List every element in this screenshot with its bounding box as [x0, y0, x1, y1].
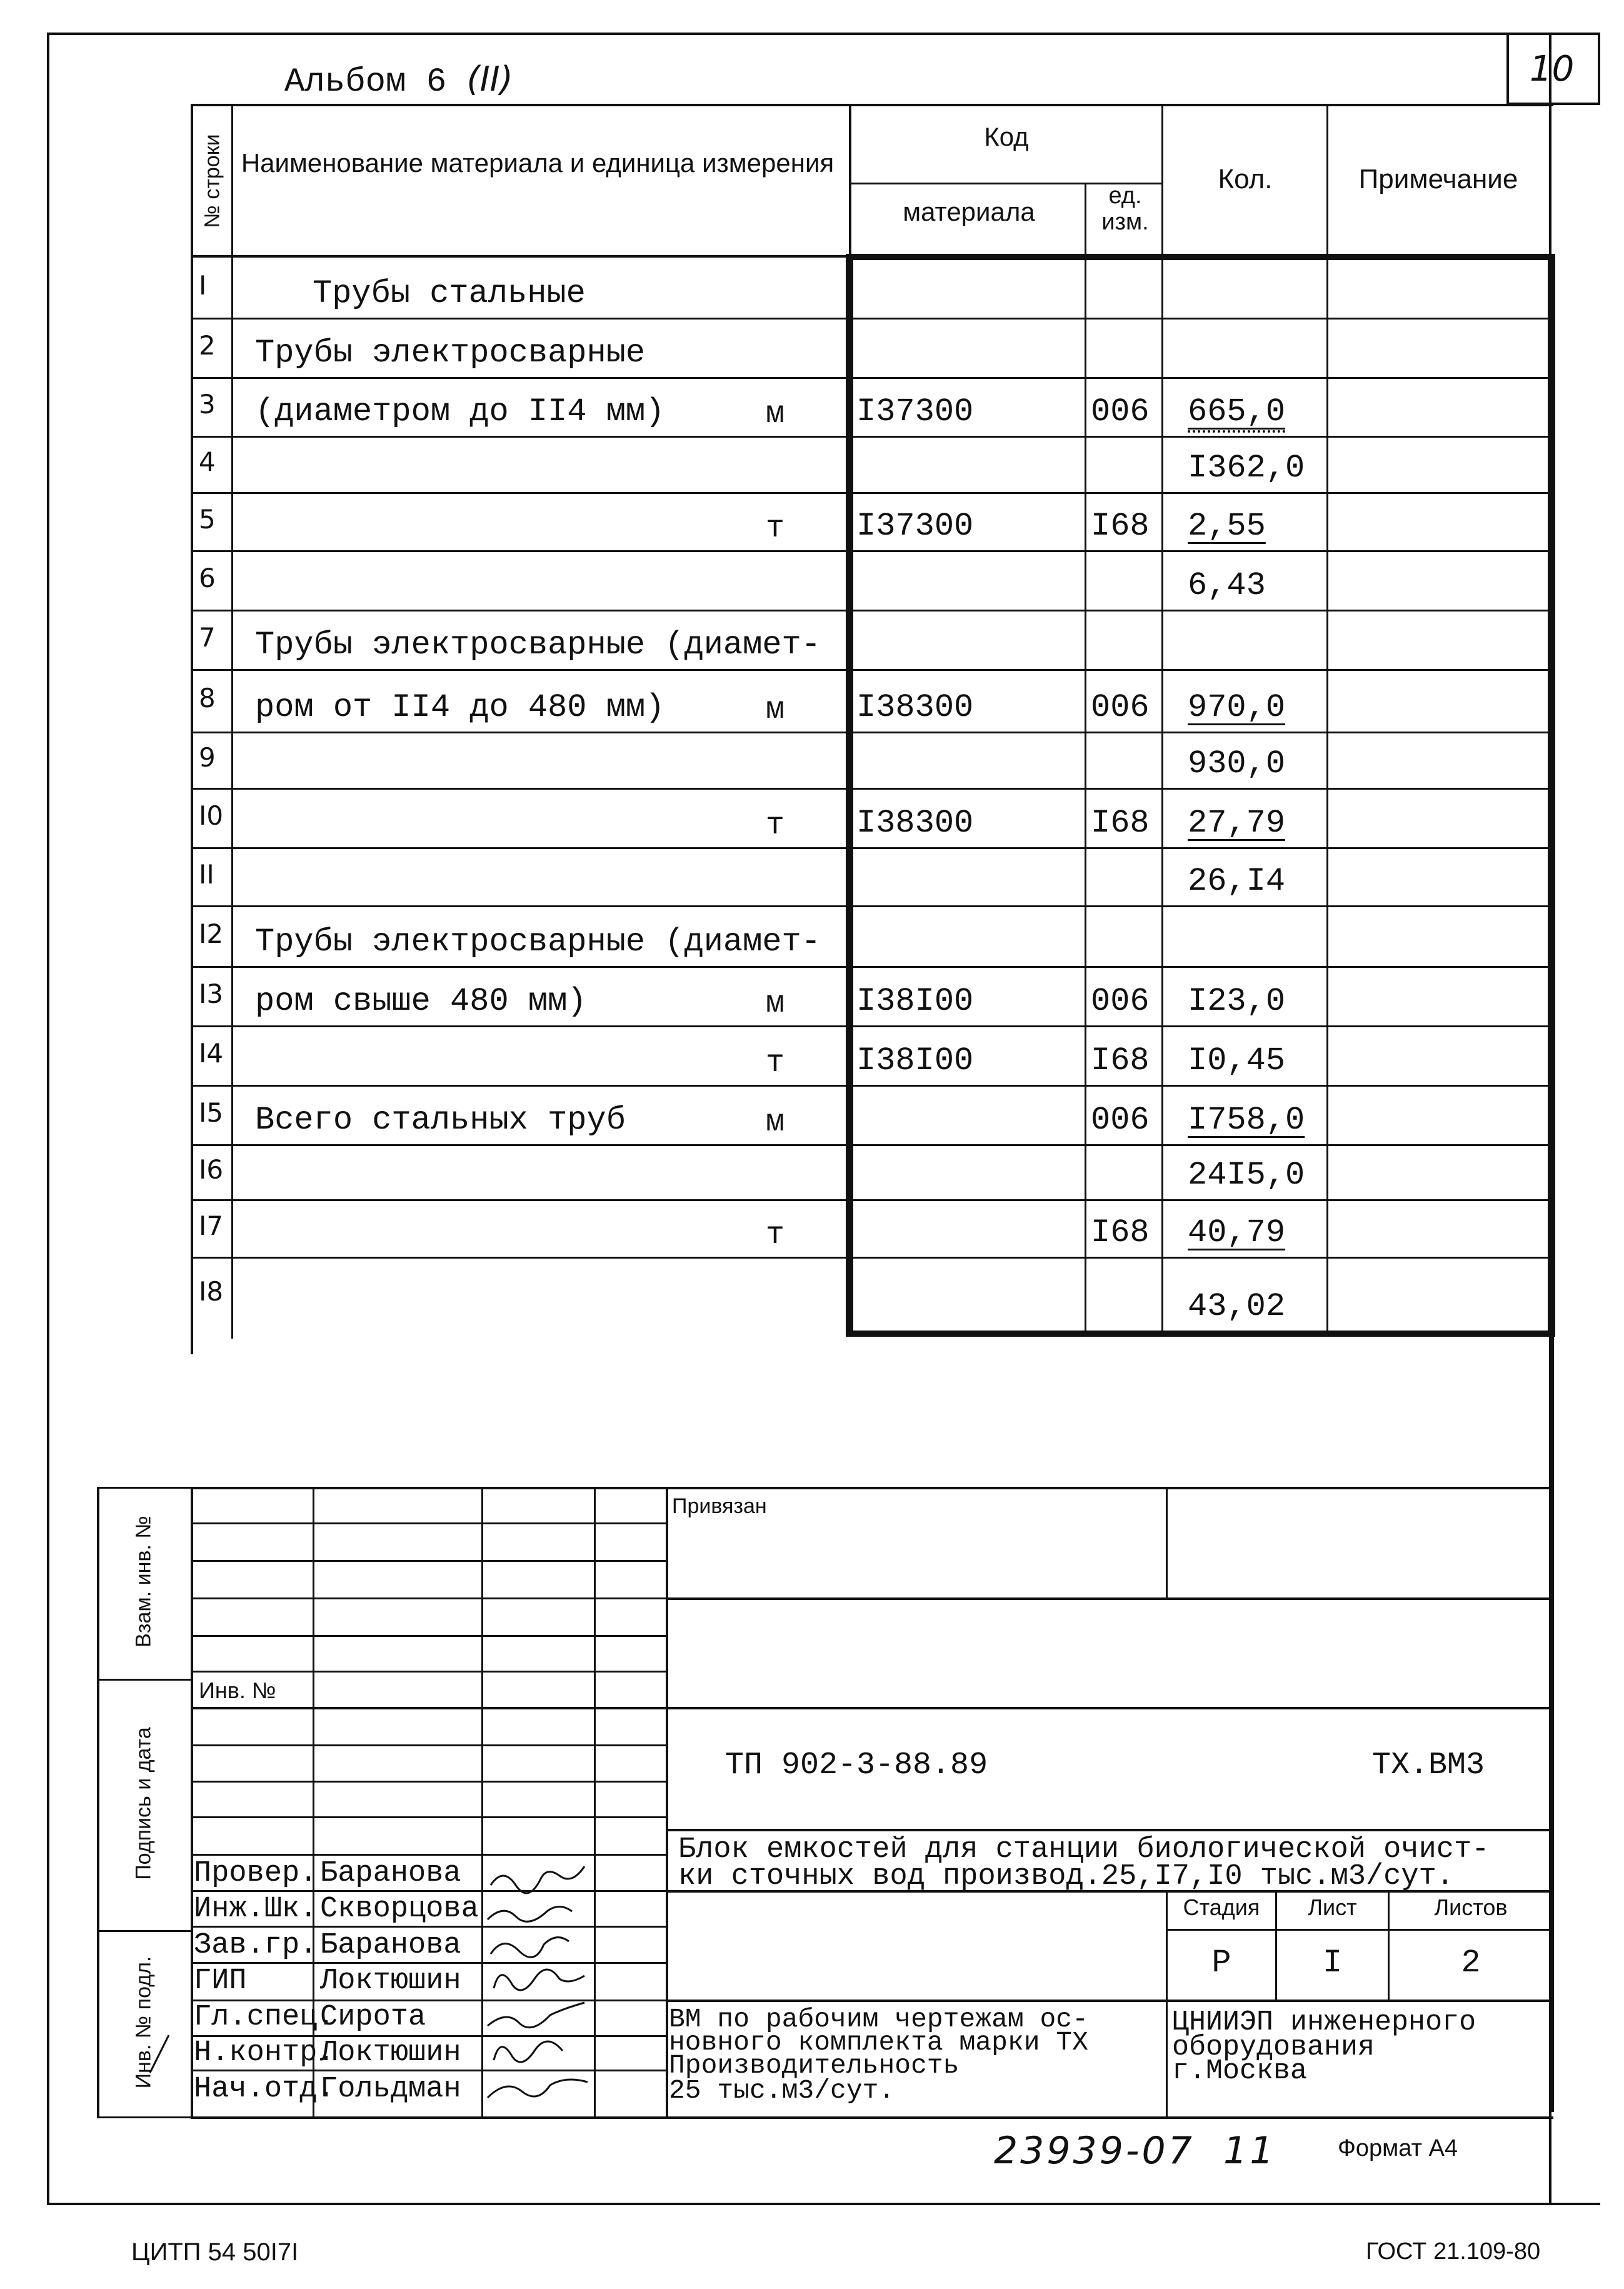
row-number: I: [199, 270, 207, 301]
row-number: I8: [199, 1276, 224, 1307]
material-code: I37300: [856, 508, 974, 545]
inv-no-label: Инв. №: [199, 1678, 276, 1703]
side-vzam-label: Взам. инв. №: [131, 1516, 156, 1648]
header-note: Примечание: [1358, 164, 1518, 194]
unit: т: [766, 1045, 785, 1081]
row-number: 4: [199, 446, 216, 477]
stamp-person-name: Скворцова: [320, 1893, 479, 1926]
stamp-role: Нач.отд.: [194, 2073, 335, 2106]
stamp-person-name: Локтюшин: [320, 1965, 461, 1998]
unit-code: 006: [1091, 393, 1150, 430]
quantity: 2,55: [1188, 508, 1266, 545]
doc-mark: ТХ.ВМ3: [1372, 1748, 1485, 1783]
row-number: I4: [199, 1037, 224, 1069]
material-code: I38300: [856, 805, 974, 842]
quantity: 43,02: [1188, 1288, 1286, 1325]
quantity: 40,79: [1188, 1214, 1286, 1251]
stamp-role: Гл.спец.: [194, 2001, 335, 2034]
desc-line-2: новного комплекта марки ТХ: [669, 2027, 1088, 2058]
stamp-person-name: Баранова: [320, 1929, 461, 1962]
sheets-label: Листов: [1434, 1894, 1508, 1920]
stamp-person-name: Баранова: [320, 1857, 461, 1890]
row-number: I6: [199, 1154, 224, 1185]
stage-label: Стадия: [1183, 1894, 1260, 1920]
stamp-role: Провер.: [194, 1857, 318, 1890]
stamp-role: Инж.Шк.: [194, 1893, 318, 1926]
row-number: 7: [199, 621, 216, 653]
row-number: I3: [199, 978, 224, 1009]
unit-code: I68: [1091, 1214, 1150, 1251]
unit-code: 006: [1091, 1102, 1150, 1139]
unit-code: 006: [1091, 983, 1150, 1020]
unit: м: [766, 986, 785, 1022]
header-name: Наименование материала и единица измерения: [241, 148, 835, 178]
row-number: II: [199, 858, 214, 890]
stamp-person-name: Гольдман: [320, 2073, 461, 2106]
stamp-role: Н.контр.: [194, 2036, 335, 2070]
org-line-3: г.Москва: [1172, 2055, 1308, 2087]
slash-mark-icon: [147, 2032, 172, 2076]
material-code: I38I00: [856, 983, 974, 1020]
row-number: 2: [199, 330, 216, 361]
stamp-role: ГИП: [194, 1965, 247, 1998]
row-number: 9: [199, 742, 216, 773]
row-number: I0: [199, 800, 224, 831]
doc-title-line-1: Блок емкостей для станции биологической очист-: [678, 1833, 1490, 1866]
material-name: Трубы стальные: [313, 275, 586, 312]
privyazan-label: Привязан: [672, 1494, 767, 1518]
signature-icon: [484, 1860, 594, 2116]
material-name: Трубы электросварные (диамет-: [255, 923, 821, 960]
material-name: Всего стальных труб: [255, 1102, 626, 1139]
org-line-1: ЦНИИЭП инженерного: [1172, 2006, 1476, 2038]
sheet-value: I: [1322, 1944, 1343, 1981]
unit: т: [766, 511, 785, 546]
doc-title-line-2: ки сточных вод производ.25,I7,I0 тыс.м3/сут.: [678, 1860, 1455, 1893]
row-number: 3: [199, 389, 216, 420]
quantity: 26,I4: [1188, 863, 1286, 900]
row-number: I5: [199, 1097, 224, 1128]
header-row-no: № строки: [200, 134, 224, 228]
sheets-value: 2: [1461, 1944, 1481, 1981]
row-number: 5: [199, 503, 216, 535]
format-label: Формат А4: [1338, 2135, 1458, 2161]
quantity: 930,0: [1188, 745, 1286, 782]
doc-code: ТП 902-3-88.89: [725, 1748, 988, 1783]
desc-line-3: Производительность: [669, 2050, 960, 2081]
unit-code: I68: [1091, 805, 1150, 842]
header-code: Код: [984, 122, 1029, 151]
quantity: I362,0: [1188, 450, 1305, 486]
sheet-number: 10: [1530, 49, 1575, 89]
row-number: 8: [199, 683, 216, 713]
material-name: Трубы электросварные: [255, 335, 646, 371]
stamp-person-name: Сирота: [320, 2001, 426, 2034]
quantity: 24I5,0: [1188, 1157, 1305, 1194]
quantity: 970,0: [1188, 689, 1286, 726]
gost-label: ГОСТ 21.109-80: [1366, 2238, 1541, 2265]
org-line-2: оборудования: [1172, 2031, 1375, 2063]
quantity: 6,43: [1188, 567, 1266, 604]
material-name: Трубы электросварные (диамет-: [255, 626, 821, 663]
unit: м: [766, 1105, 785, 1140]
unit-code: I68: [1091, 1042, 1150, 1079]
material-name: ром свыше 480 мм): [255, 983, 587, 1020]
unit: т: [766, 1217, 785, 1253]
stamp-person-name: Локтюшин: [320, 2036, 461, 2070]
quantity: I758,0: [1188, 1102, 1305, 1139]
unit: м: [766, 396, 785, 432]
quantity: I0,45: [1188, 1042, 1286, 1079]
material-name: (диаметром до II4 мм): [255, 393, 665, 430]
row-number: I2: [199, 918, 224, 949]
quantity: 27,79: [1188, 805, 1286, 842]
unit-code: 006: [1091, 689, 1150, 726]
handwritten-number: 23939-07 11: [994, 2129, 1276, 2173]
material-code: I37300: [856, 393, 974, 430]
album-label: Альбом 6 (II): [284, 59, 513, 101]
material-code: I38300: [856, 689, 974, 726]
desc-line-4: 25 тыс.м3/сут.: [669, 2075, 895, 2106]
quantity: 665,0: [1188, 393, 1285, 433]
material-code: I38I00: [856, 1042, 974, 1079]
header-code-unit: ед. изм.: [1101, 183, 1149, 235]
side-podpis-label: Подпись и дата: [131, 1727, 156, 1880]
header-code-material: материала: [903, 197, 1035, 226]
unit-code: I68: [1091, 508, 1150, 545]
side-inv-label: Инв. № подл.: [131, 1956, 156, 2089]
desc-line-1: ВМ по рабочим чертежам ос-: [669, 2004, 1088, 2035]
stage-value: Р: [1211, 1944, 1231, 1981]
stamp-role: Зав.гр.: [194, 1929, 318, 1962]
quantity: I23,0: [1188, 983, 1286, 1020]
sheet-label: Лист: [1308, 1894, 1357, 1920]
material-name: ром от II4 до 480 мм): [255, 689, 665, 726]
unit: т: [766, 808, 785, 843]
row-number: I7: [199, 1210, 224, 1241]
header-qty: Кол.: [1218, 164, 1273, 194]
citp-label: ЦИТП 54 50I7I: [131, 2238, 299, 2266]
row-number: 6: [199, 562, 216, 593]
unit: м: [766, 692, 785, 728]
